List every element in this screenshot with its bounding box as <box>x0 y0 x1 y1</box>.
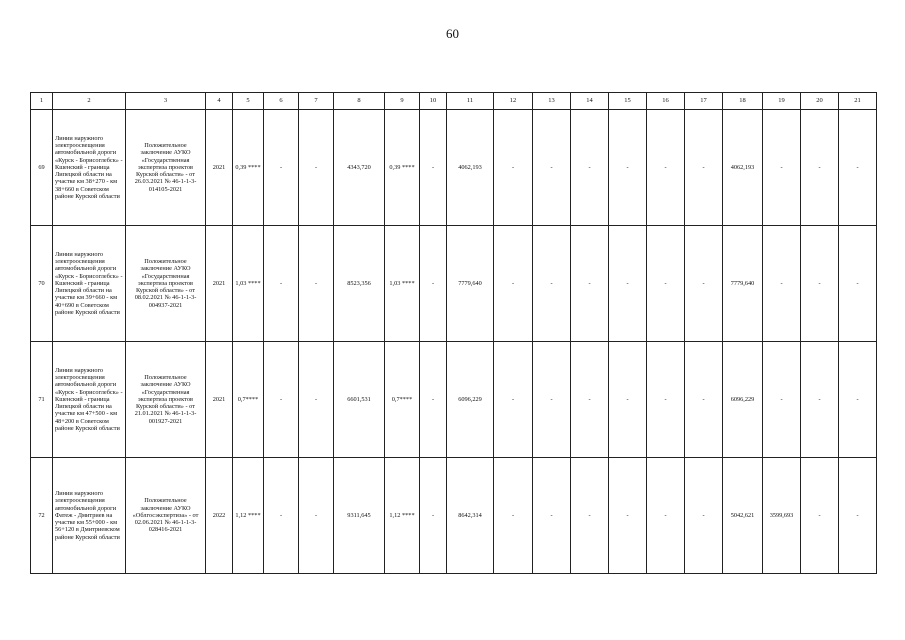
table-cell: - <box>801 458 839 574</box>
year-cell: 2021 <box>206 226 233 342</box>
object-name: Линии наружного электроосвещения автомобильной дороги «Курск - Борисоглебск» - Кшенский - граница Липецкой области на участке км 39+660 - км 40+690 в Советском районе Курской области <box>53 226 126 342</box>
table-cell: - <box>533 110 571 226</box>
header-row <box>31 93 877 110</box>
table-cell: - <box>685 342 723 458</box>
column-header: 13 <box>533 93 571 110</box>
object-name: Линии наружного электроосвещения автомобильной дороги Фатеж - Дмитриев на участке км 55+000 - км 56+120 в Дмитриевском районе Курской области <box>53 458 126 574</box>
table-cell: - <box>801 110 839 226</box>
table-cell: - <box>571 110 609 226</box>
table-cell: - <box>494 342 533 458</box>
table-cell: - <box>839 226 877 342</box>
table-cell: - <box>647 226 685 342</box>
column-header: 16 <box>647 93 685 110</box>
table-row <box>31 110 877 226</box>
table-cell: - <box>609 458 647 574</box>
expert-conclusion: Положительное заключение АУКО «Облгосэкспертиза» - от 02.06.2021 № 46-1-1-3-028416-2021 <box>126 458 206 574</box>
table-cell: - <box>801 226 839 342</box>
table-cell: - <box>839 110 877 226</box>
column-header: 5 <box>233 93 264 110</box>
row-number: 72 <box>31 458 53 574</box>
capacity-cell: 1,03 **** <box>385 226 420 342</box>
table-cell: - <box>685 458 723 574</box>
table-cell: - <box>420 458 447 574</box>
table-cell: - <box>299 110 334 226</box>
table-cell: - <box>264 226 299 342</box>
table-cell: - <box>571 342 609 458</box>
table-cell: - <box>647 458 685 574</box>
column-header: 10 <box>420 93 447 110</box>
table-cell: - <box>685 226 723 342</box>
table-cell: - <box>609 110 647 226</box>
table-row <box>31 342 877 458</box>
table-cell: - <box>647 110 685 226</box>
table-row <box>31 458 877 574</box>
column-header: 12 <box>494 93 533 110</box>
table-cell: - <box>299 226 334 342</box>
table-cell: - <box>609 226 647 342</box>
column-header: 2 <box>53 93 126 110</box>
column-header: 1 <box>31 93 53 110</box>
table-row <box>31 226 877 342</box>
total-cell: 8642,314 <box>447 458 494 574</box>
column-header: 9 <box>385 93 420 110</box>
year-cell: 2022 <box>206 458 233 574</box>
table-cell: - <box>299 342 334 458</box>
table-cell: - <box>264 110 299 226</box>
table-cell: - <box>571 458 609 574</box>
year-amount-cell: 3599,693 <box>763 458 801 574</box>
column-header: 20 <box>801 93 839 110</box>
row-number: 70 <box>31 226 53 342</box>
column-header: 3 <box>126 93 206 110</box>
total-cell: 6096,229 <box>447 342 494 458</box>
table-cell: - <box>533 342 571 458</box>
year-amount-cell: - <box>763 110 801 226</box>
capacity-cell: 1,03 **** <box>233 226 264 342</box>
table-cell: - <box>420 342 447 458</box>
investment-table <box>30 92 877 574</box>
column-header: 7 <box>299 93 334 110</box>
capacity-cell: 0,39 **** <box>233 110 264 226</box>
total-cell: 7779,640 <box>447 226 494 342</box>
table-cell: - <box>533 226 571 342</box>
table-cell: - <box>494 226 533 342</box>
cost-cell: 9311,645 <box>334 458 385 574</box>
column-header: 14 <box>571 93 609 110</box>
year-amount-cell: 5042,621 <box>723 458 763 574</box>
capacity-cell: 1,12 **** <box>385 458 420 574</box>
year-cell: 2021 <box>206 110 233 226</box>
table-cell: - <box>647 342 685 458</box>
table-cell: - <box>839 342 877 458</box>
column-header: 11 <box>447 93 494 110</box>
column-header: 6 <box>264 93 299 110</box>
column-header: 4 <box>206 93 233 110</box>
table-cell: - <box>494 458 533 574</box>
table-cell: - <box>571 226 609 342</box>
table-cell: - <box>533 458 571 574</box>
year-amount-cell: 6096,229 <box>723 342 763 458</box>
column-header: 21 <box>839 93 877 110</box>
table-cell: - <box>839 458 877 574</box>
capacity-cell: 0,7**** <box>233 342 264 458</box>
cost-cell: 4343,720 <box>334 110 385 226</box>
expert-conclusion: Положительное заключение АУКО «Государственная экспертиза проектов Курской области» - от 21.01.2021 № 46-1-1-3-001927-2021 <box>126 342 206 458</box>
table-cell: - <box>801 342 839 458</box>
column-header: 15 <box>609 93 647 110</box>
table-cell: - <box>609 342 647 458</box>
year-amount-cell: - <box>763 226 801 342</box>
capacity-cell: 1,12 **** <box>233 458 264 574</box>
column-header: 8 <box>334 93 385 110</box>
column-header: 18 <box>723 93 763 110</box>
cost-cell: 6601,531 <box>334 342 385 458</box>
table-cell: - <box>685 110 723 226</box>
object-name: Линии наружного электроосвещения автомобильной дороги «Курск - Борисоглебск» - Кшенский - граница Липецкой области на участке км 38+270 - км 38+660 в Советском районе Курской области <box>53 110 126 226</box>
capacity-cell: 0,7**** <box>385 342 420 458</box>
page-number: 60 <box>446 26 459 41</box>
object-name: Линии наружного электроосвещения автомобильной дороги «Курск - Борисоглебск» - Кшенский - граница Липецкой области на участке км 47+500 - км 48+200 в Советском районе Курской области <box>53 342 126 458</box>
column-header: 19 <box>763 93 801 110</box>
row-number: 69 <box>31 110 53 226</box>
expert-conclusion: Положительное заключение АУКО «Государственная экспертиза проектов Курской области» - от 08.02.2021 № 46-1-1-3-004937-2021 <box>126 226 206 342</box>
year-amount-cell: 7779,640 <box>723 226 763 342</box>
table-cell: - <box>299 458 334 574</box>
total-cell: 4062,193 <box>447 110 494 226</box>
table-cell: - <box>494 110 533 226</box>
row-number: 71 <box>31 342 53 458</box>
table-cell: - <box>420 110 447 226</box>
column-header: 17 <box>685 93 723 110</box>
table-cell: - <box>264 342 299 458</box>
year-cell: 2021 <box>206 342 233 458</box>
expert-conclusion: Положительное заключение АУКО «Государственная экспертиза проектов Курской области» - от 26.03.2021 № 46-1-1-3-014105-2021 <box>126 110 206 226</box>
table-cell: - <box>264 458 299 574</box>
capacity-cell: 0,39 **** <box>385 110 420 226</box>
table-cell: - <box>420 226 447 342</box>
year-amount-cell: - <box>763 342 801 458</box>
year-amount-cell: 4062,193 <box>723 110 763 226</box>
cost-cell: 8523,356 <box>334 226 385 342</box>
